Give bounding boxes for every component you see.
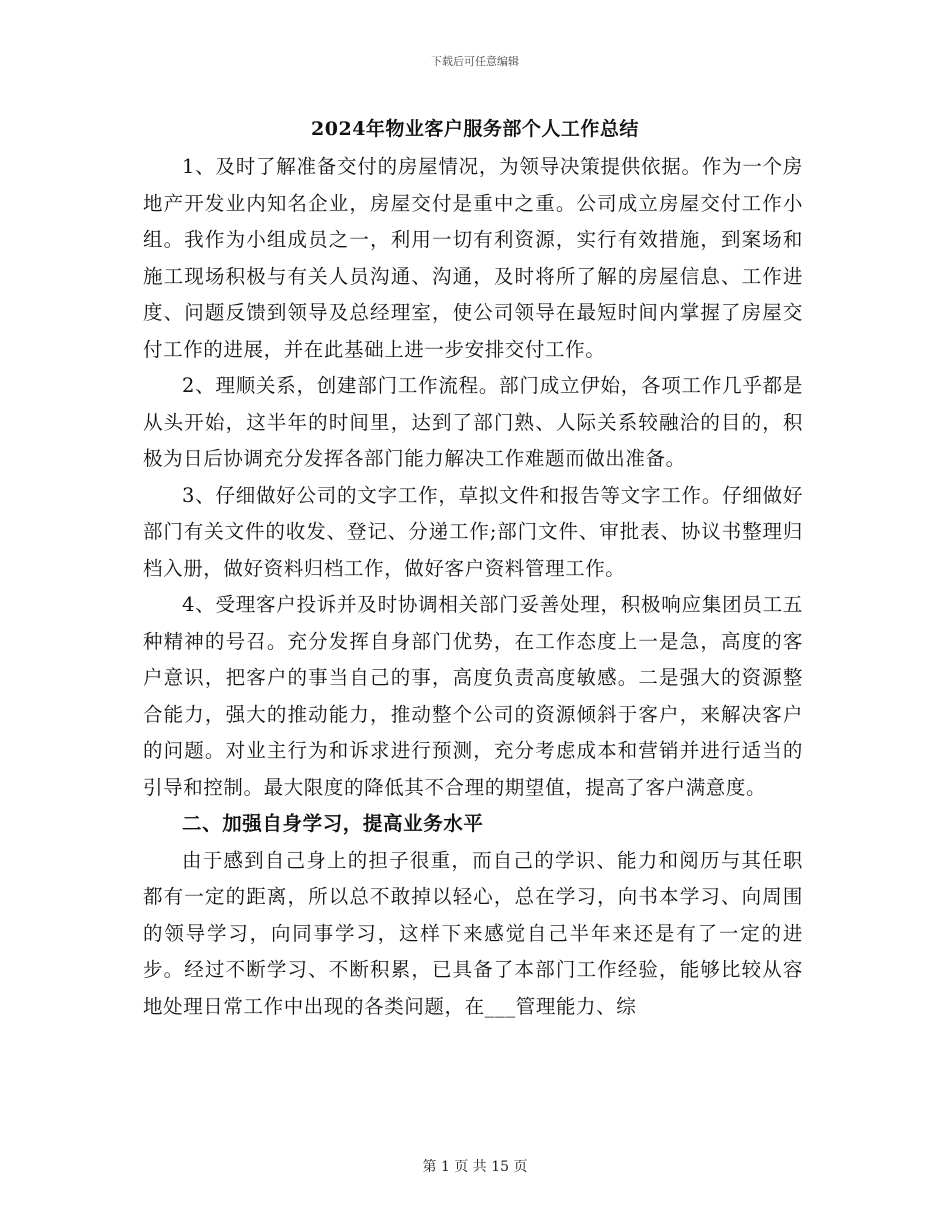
document-body bbox=[143, 149, 803, 1025]
paragraph-3: 3、仔细做好公司的文字工作，草拟文件和报告等文字工作。仔细做好部门有关文件的收发、登记、分递工作;部门文件、审批表、协议书整理归档入册，做好资料归档工作，做好客户资料管理工作。 bbox=[143, 483, 803, 580]
paragraph-4: 4、受理客户投诉并及时协调相关部门妥善处理，积极响应集团员工五种精神的号召。充分发挥自身部门优势，在工作态度上一是急，高度的客户意识，把客户的事当自己的事，高度负责高度敏感。二是强大的资源整合能力，强大的推动能力，推动整个公司的资源倾斜于客户，来解决客户的问题。对业主行为和诉求进行预测，充分考虑成本和营销并进行适当的引导和控制。最大限度的降低其不合理的期望值，提高了客户满意度。 bbox=[143, 593, 803, 799]
page-footer: 第 1 页 共 15 页 bbox=[422, 1159, 528, 1175]
header-note: 下载后可任意编辑 bbox=[431, 55, 519, 68]
document-title: 2024年物业客户服务部个人工作总结 bbox=[311, 118, 639, 140]
section-paragraph: 由于感到自己身上的担子很重，而自己的学识、能力和阅历与其任职都有一定的距离，所以总不敢掉以轻心，总在学习，向书本学习、向周围的领导学习，向同事学习，这样下来感觉自己半年来还是有了一定的进步。经过不断学习、不断积累，已具备了本部门工作经验，能够比较从容地处理日常工作中出现的各类问题，在___管理能力、综 bbox=[143, 848, 803, 1018]
paragraph-1: 1、及时了解准备交付的房屋情况，为领导决策提供依据。作为一个房地产开发业内知名企业，房屋交付是重中之重。公司成立房屋交付工作小组。我作为小组成员之一，利用一切有利资源，实行有效措施，到案场和施工现场积极与有关人员沟通、沟通，及时将所了解的房屋信息、工作进度、问题反馈到领导及总经理室，使公司领导在最短时间内掌握了房屋交付工作的进展，并在此基础上进一步安排交付工作。 bbox=[143, 155, 803, 361]
paragraph-2: 2、理顺关系，创建部门工作流程。部门成立伊始，各项工作几乎都是从头开始，这半年的时间里，达到了部门熟、人际关系较融洽的目的，积极为日后协调充分发挥各部门能力解决工作难题而做出准备。 bbox=[143, 374, 803, 470]
section-heading: 二、加强自身学习，提高业务水平 bbox=[182, 812, 484, 835]
